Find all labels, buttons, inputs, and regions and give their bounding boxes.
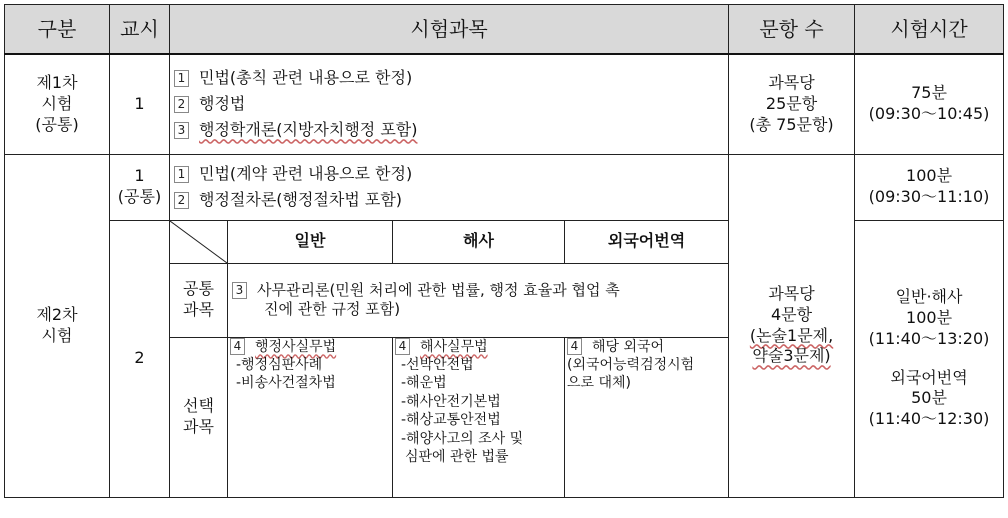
- exam2-period2: 2: [110, 220, 170, 497]
- header-row: [5, 5, 1004, 55]
- common-subject: 3 사무관리론(민원 처리에 관한 법률, 행정 효율과 협업 촉 진에 관한 규정 포함): [228, 263, 729, 337]
- exam2-period1-time: 100분 (09:30～11:10): [855, 154, 1004, 220]
- exam1-subject-1: 1 민법(총칙 관련 내용으로 한정): [170, 65, 728, 91]
- exam1-period: 1: [110, 54, 170, 154]
- exam1-time: 75분 (09:30～10:45): [855, 54, 1004, 154]
- exam2-subject-2: 2 행정절차론(행정절차법 포함): [170, 187, 728, 213]
- header-subjects: 시험과목: [170, 5, 729, 55]
- exam-schedule-table: [4, 4, 1004, 498]
- track-general: 일반: [228, 220, 393, 263]
- exam1-subject-3: 3 행정학개론(지방자치행정 포함): [170, 117, 728, 143]
- track-foreign-translation: 외국어번역: [565, 220, 729, 263]
- exam2-period1-row: [5, 154, 1004, 220]
- elective-maritime: 4 해사실무법 -선박안전법 -해운법 -해사안전기본법 -해상교통안전법 -해양사고의 조사 및 심판에 관한 법률: [393, 337, 565, 497]
- diagonal-line: [170, 221, 227, 263]
- elective-foreign: 4 해당 외국어 (외국어능력검정시험 으로 대체): [565, 337, 729, 497]
- exam2-questions: 과목당 4문항 (논술1문제, 약술3문제): [729, 154, 855, 497]
- header-gyosi: 교시: [110, 5, 170, 55]
- exam1-questions: 과목당 25문항 (총 75문항): [729, 54, 855, 154]
- exam1-row: [5, 54, 1004, 154]
- exam2-subject-1: 1 민법(계약 관련 내용으로 한정): [170, 161, 728, 187]
- elective-subject-label: 선택 과목: [170, 337, 228, 497]
- exam2-period1-subjects: [170, 154, 729, 220]
- header-questions: 문항 수: [729, 5, 855, 55]
- header-gubun: 구분: [5, 5, 110, 55]
- exam2-label: 제2차 시험: [5, 154, 110, 497]
- exam2-period2-time: 일반·해사 100분 (11:40～13:20) 외국어번역 50분 (11:40～12:30): [855, 220, 1004, 497]
- header-time: 시험시간: [855, 5, 1004, 55]
- exam2-tracks-row: [5, 220, 1004, 263]
- exam2-period1: 1 (공통): [110, 154, 170, 220]
- common-subject-label: 공통 과목: [170, 263, 228, 337]
- exam1-subjects: [170, 54, 729, 154]
- track-maritime: 해사: [393, 220, 565, 263]
- diagonal-cell: [170, 220, 228, 263]
- elective-general: 4 행정사실무법 -행정심판사례 -비송사건절차법: [228, 337, 393, 497]
- exam1-label: 제1차 시험 (공통): [5, 54, 110, 154]
- exam1-subject-2: 2 행정법: [170, 91, 728, 117]
